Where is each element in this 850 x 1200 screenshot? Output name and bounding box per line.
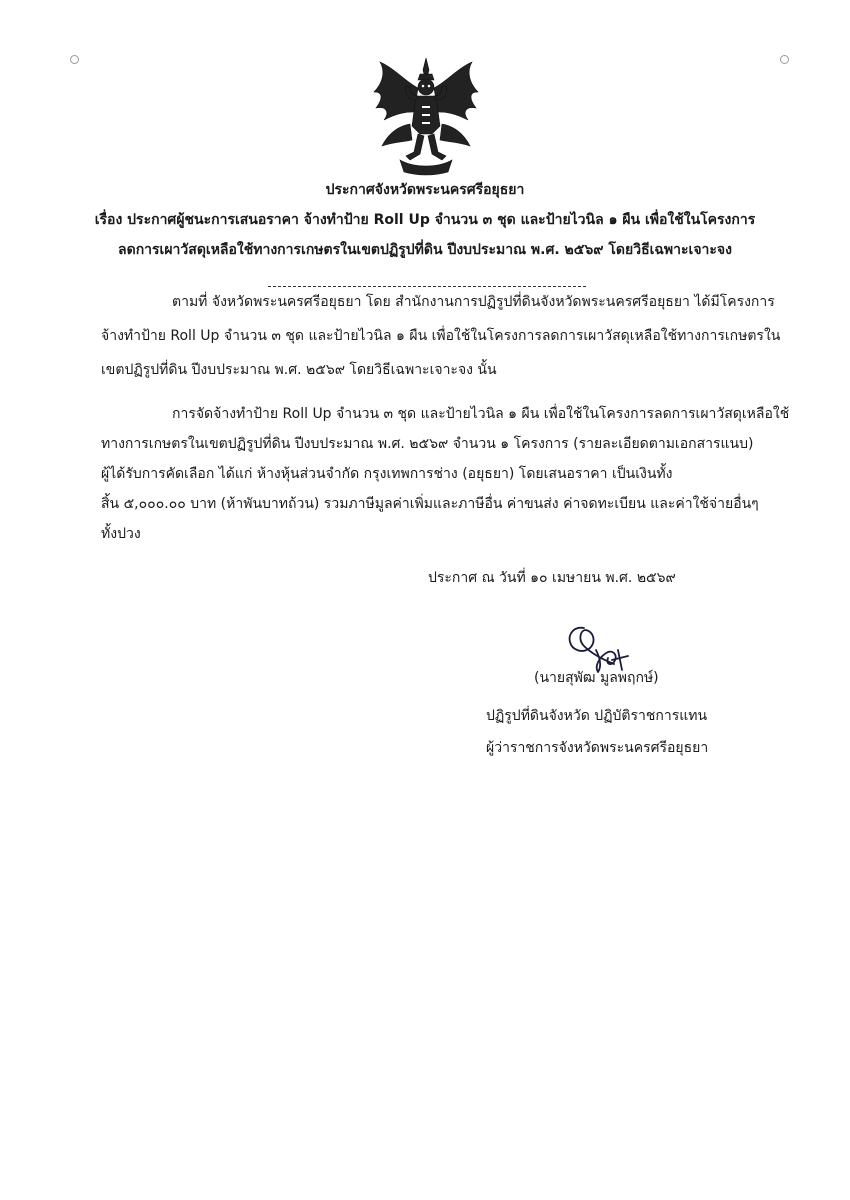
subject-line-2: ลดการเผาวัสดุเหลือใช้ทางการเกษตรในเขตปฏิรูปที่ดิน ปีงบประมาณ พ.ศ. ๒๕๖๙ โดยวิธีเฉพาะเจาะจง (118, 242, 732, 258)
paragraph-1-line-1: ตามที่ จังหวัดพระนครศรีอยุธยา โดย สำนักงานการปฏิรูปที่ดินจังหวัดพระนครศรีอยุธยา ได้มีโครงการ (172, 294, 775, 310)
signatory-office: ผู้ว่าราชการจังหวัดพระนครศรีอยุธยา (486, 740, 709, 756)
paragraph-2-line-3: ผู้ได้รับการคัดเลือก ได้แก่ ห้างหุ้นส่วนจำกัด กรุงเทพการช่าง (อยุธยา) โดยเสนอราคา เป็นเงินทั้ง (101, 466, 673, 482)
signatory-position: ปฏิรูปที่ดินจังหวัด ปฏิบัติราชการแทน (486, 708, 708, 724)
garuda-emblem-icon (370, 56, 482, 176)
punch-hole-mark-right (780, 55, 789, 64)
paragraph-2-line-4: สิ้น ๕,๐๐๐.๐๐ บาท (ห้าพันบาทถ้วน) รวมภาษีมูลค่าเพิ่มและภาษีอื่น ค่าขนส่ง ค่าจดทะเบียน และค่าใช้จ่ายอื่นๆ (101, 496, 759, 512)
punch-hole-mark-left (70, 55, 79, 64)
paragraph-1-line-3: เขตปฏิรูปที่ดิน ปีงบประมาณ พ.ศ. ๒๕๖๙ โดยวิธีเฉพาะเจาะจง นั้น (101, 362, 497, 378)
paragraph-2-line-2: ทางการเกษตรในเขตปฏิรูปที่ดิน ปีงบประมาณ พ.ศ. ๒๕๖๙ จำนวน ๑ โครงการ (รายละเอียดตามเอกสารแนบ) (101, 436, 754, 452)
subject-line-1: เรื่อง ประกาศผู้ชนะการเสนอราคา จ้างทำป้าย Roll Up จำนวน ๓ ชุด และป้ายไวนิล ๑ ผืน เพื่อใช้ในโครงการ (94, 212, 756, 228)
separator-dashed-line (268, 286, 586, 287)
paragraph-2-line-5: ทั้งปวง (101, 526, 141, 542)
paragraph-1-line-2: จ้างทำป้าย Roll Up จำนวน ๓ ชุด และป้ายไวนิล ๑ ผืน เพื่อใช้ในโครงการลดการเผาวัสดุเหลือใช้ทางการเกษตรใน (101, 328, 781, 344)
signatory-name: (นายสุพัฒ มูลพฤกษ์) (534, 670, 659, 686)
document-title: ประกาศจังหวัดพระนครศรีอยุธยา (325, 182, 525, 198)
paragraph-2-line-1: การจัดจ้างทำป้าย Roll Up จำนวน ๓ ชุด และป้ายไวนิล ๑ ผืน เพื่อใช้ในโครงการลดการเผาวัสดุเหลือใช้ (172, 406, 790, 422)
announcement-date: ประกาศ ณ วันที่ ๑๐ เมษายน พ.ศ. ๒๕๖๙ (428, 570, 676, 586)
